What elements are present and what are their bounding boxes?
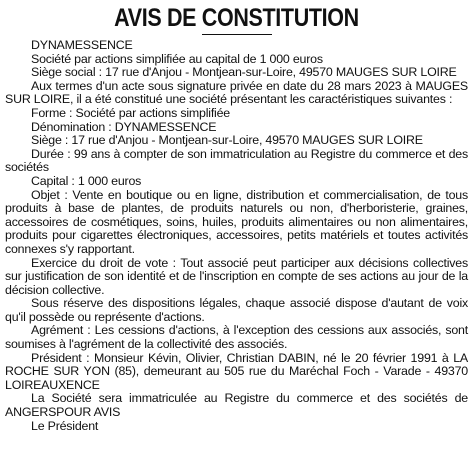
deed-paragraph: Aux termes d'un acte sous signature privée en date du 28 mars 2023 à MAUGES SUR LOIRE, il a été constitué une société présentant les caractéristiques suivantes :: [5, 78, 468, 107]
duration-paragraph: Durée : 99 ans à compter de son immatriculation au Registre du commerce et des sociétés: [5, 146, 468, 175]
purpose-paragraph: Objet : Vente en boutique ou en ligne, distribution et commercialisation, de tous produits à base de plantes, de produits naturels ou non, d'herboristerie, graines, accessoires de cosmétiques, soins, huiles, produits alimentaires ou non alimentaires, produits pour cigarettes électroniques, accessoires, petits matériels et toutes activités connexes s'y rapportant.: [5, 187, 468, 256]
legal-notice: [5, 4, 468, 433]
company-name: DYNAMESSENCE: [31, 38, 133, 52]
votes-paragraph: Sous réserve des dispositions légales, chaque associé dispose d'autant de voix qu'il possède ou représente d'actions.: [5, 296, 468, 324]
registration-paragraph: La Société sera immatriculée au Registre du commerce et des sociétés de ANGERSPOUR AVIS: [5, 391, 468, 420]
signature-line: Le Président: [31, 418, 99, 433]
approval-paragraph: Agrément : Les cessions d'actions, à l'exception des cessions aux associés, sont soumises à l'agrément de la collectivité des associés.: [5, 323, 468, 352]
registered-office-line: Siège social : 17 rue d'Anjou - Montjean-sur-Loire, 49570 MAUGES SUR LOIRE: [31, 65, 457, 80]
voting-rights-paragraph: Exercice du droit de vote : Tout associé peut participer aux décisions collectives sur justification de son identité et de l'inscription en compte de ses actions au jour de la décision collective.: [5, 255, 468, 297]
form-line: Forme : Société par actions simplifiée: [31, 105, 230, 120]
seat-line: Siège : 17 rue d'Anjou - Montjean-sur-Loire, 49570 MAUGES SUR LOIRE: [31, 133, 423, 148]
president-paragraph: Président : Monsieur Kévin, Olivier, Christian DABIN, né le 20 février 1991 à LA ROCHE SUR YON (85), demeurant au 505 rue du Maréchal Foch - Varade - 49370 LOIREAUXENCE: [5, 350, 468, 392]
notice-title: AVIS DE CONSTITUTION: [114, 4, 359, 32]
capital-line: Capital : 1 000 euros: [31, 173, 142, 188]
denomination-line: Dénomination : DYNAMESSENCE: [31, 119, 217, 134]
company-legal-form-line: Société par actions simplifiée au capital de 1 000 euros: [31, 51, 323, 66]
notice-body: [5, 39, 468, 433]
title-underline: [202, 34, 272, 35]
